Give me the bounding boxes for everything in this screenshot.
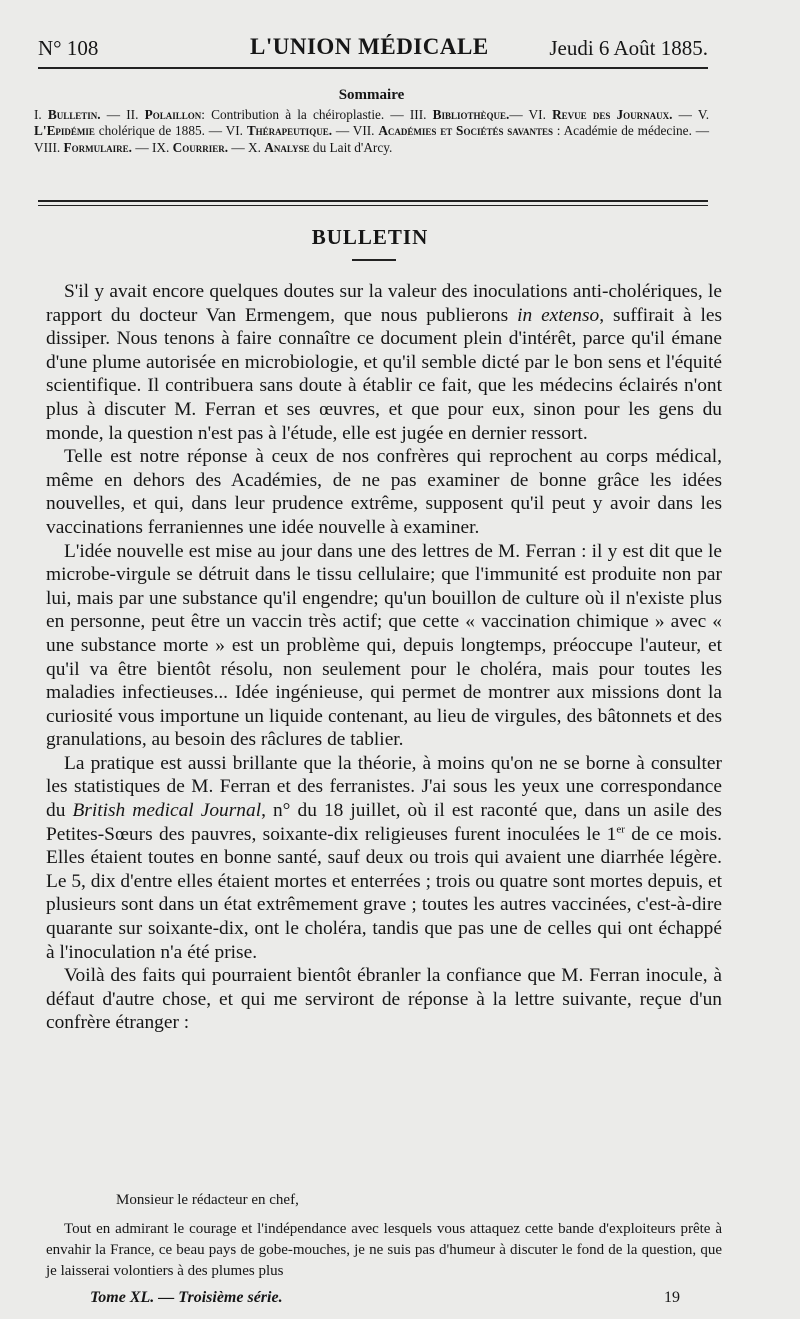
heading-underline [352,259,396,261]
article-body [46,280,722,1035]
letter-salutation: Monsieur le rédacteur en chef, [116,1192,299,1208]
issue-number: N° 108 [38,36,99,60]
masthead [38,34,708,66]
paragraph-4: La pratique est aussi brillante que la théorie, à moins qu'on ne se borne à consulter les statistiques de M. Ferran et des ferranistes. J'ai sous les yeux une correspondance du British medical Journal, n° du 18 juillet, où il est raconté que, dans un asile des Petites-Sœurs des pauvres, soixante-dix religieuses furent inoculées le 1er de ce mois. Elles étaient toutes en bonne santé, sauf deux ou trois qui avaient une diarrhée légère. Le 5, dix d'entre elles étaient mortes et enterrées ; trois ou quatre sont mortes depuis, et plusieurs sont dans un état extrêmement grave ; toutes les autres vaccinées, c'est-à-dire quarante sur soixante-dix, ont le choléra, tandis que pas une de celles qui ont échappé à l'inoculation n'a été prise. [46,752,722,963]
summary-rule-top [38,200,708,202]
summary-rule-bottom [38,205,708,206]
summary-title: Sommaire [338,87,405,103]
volume-info: Tome XL. — Troisième série. [90,1289,283,1306]
paragraph-1: S'il y avait encore quelques doutes sur la valeur des inoculations anti-cholériques, le rapport du docteur Van Ermengem, que nous publierons in extenso, suffirait à les dissiper. Nous tenons à faire connaître ce document plein d'intérêt, parce qu'il émane d'une plume autorisée en microbiologie, et qu'il semble dicté par le bon sens et l'équité scientifique. Il contribuera sans doute à établir ce fait, que les médecins éclairés n'ont plus à discuter M. Ferran et ses œuvres, et que pour eux, sinon pour les gens du monde, la question n'est pas à l'étude, elle est jugée en dernier ressort. [46,281,723,444]
summary-text: I. Bulletin. — II. Polaillon: Contribution à la chéiroplastie. — III. Bibliothèque.— VI. Revue des Journaux. — V. L'Epidémie cholérique de 1885. — VI. Thérapeutique. — VII. Académies et Sociétés savantes : Académie de médecine. — VIII. Formulaire. — IX. Courrier. — X. Analyse du Lait d'Arcy. [34,106,710,155]
page-number: 19 [664,1289,680,1306]
newspaper-title: L'UNION MÉDICALE [250,34,489,59]
bulletin-heading: BULLETIN [311,225,429,249]
summary-section [34,87,709,156]
paragraph-5: Voilà des faits qui pourraient bientôt ébranler la confiance que M. Ferran inocule, à défaut d'autre chose, et qui me serviront de réponse à la lettre suivante, reçue d'un confrère étranger : [46,965,722,1034]
paragraph-3: L'idée nouvelle est mise au jour dans une des lettres de M. Ferran : il y est dit que le microbe-virgule se détruit dans le tissu cellulaire; que l'immunité est produite non par lui, mais par une substance qu'il engendre; qu'un bouillon de culture où il n'existe plus en personne, peut être un vaccin très actif; que cette « vaccination chimique » avec « une substance morte » est un problème qui, depuis longtemps, préoccupe l'auteur, et qu'il va être bientôt résolu, non seulement pour le choléra, mais pour toutes les maladies infectieuses... Idée ingénieuse, qui permet de montrer aux missions dont la curiosité vous importune un liquide contenant, au lieu de virgules, des bâtonnets et des granulations, au besoin des râclures de tablier. [46,540,722,751]
paragraph-2: Telle est notre réponse à ceux de nos confrères qui reprochent au corps médical, même en dehors des Académies, de ne pas examiner de bonne grâce les idées nouvelles, et qui, dans leur prudence extrême, supposent qu'il peut y avoir dans les vaccinations ferraniennes une idée nouvelle à examiner. [46,446,722,538]
issue-date: Jeudi 6 Août 1885. [549,36,708,60]
masthead-rule [38,67,708,69]
letter-text: Tout en admirant le courage et l'indépendance avec lesquels vous attaquez cette bande d'exploiteurs prête à envahir la France, ce beau pays de gobe-mouches, je ne suis pas d'humeur à discuter le fond de la question, que je laisserai volontiers à des plumes plus [46,1221,722,1279]
page-footer [90,1289,680,1311]
